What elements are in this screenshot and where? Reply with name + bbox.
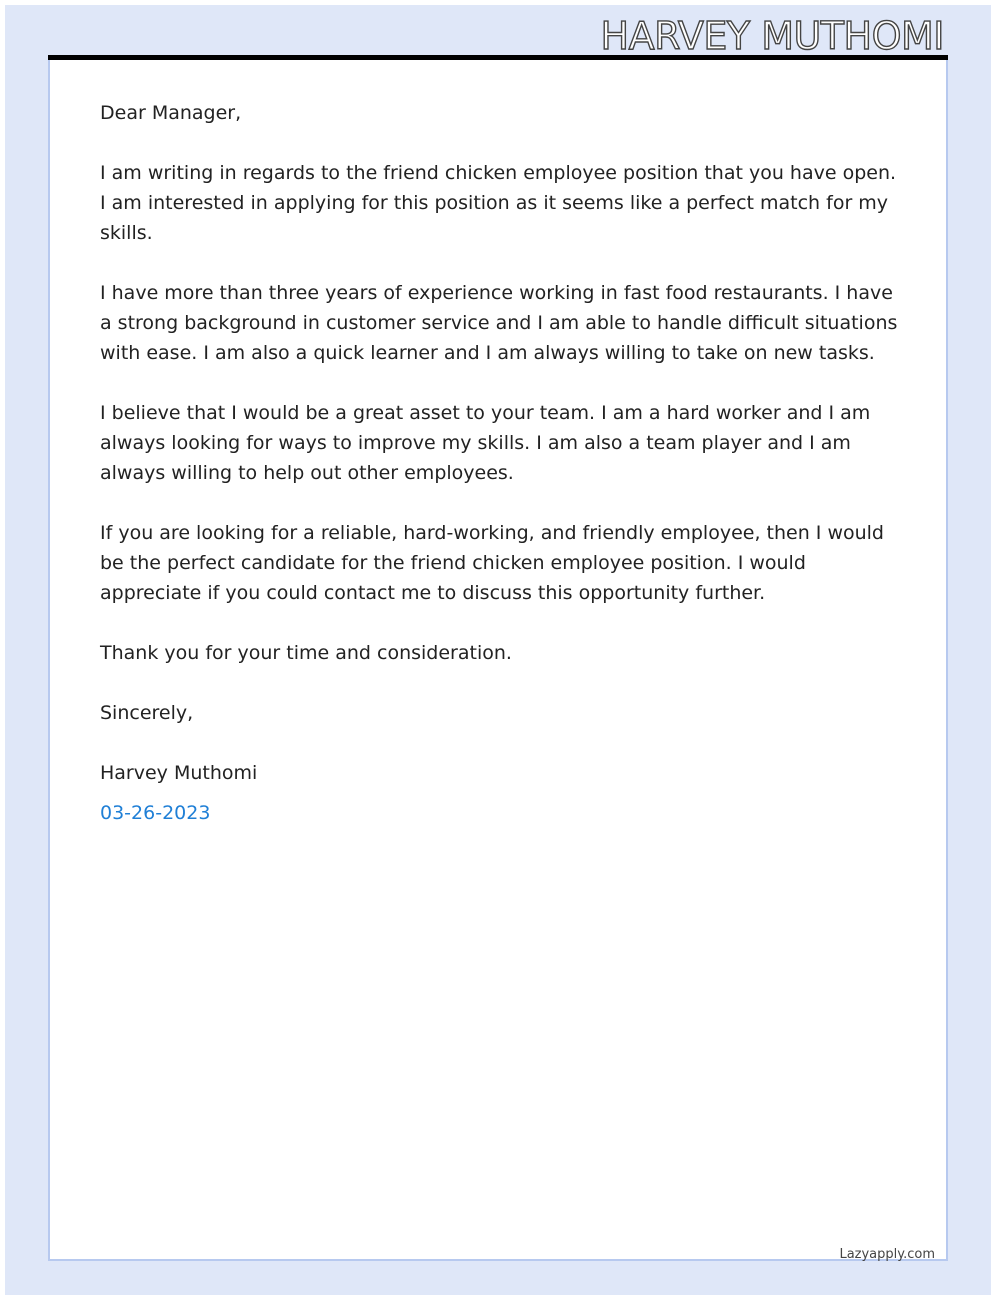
letter-paragraph-4: If you are looking for a reliable, hard-working, and friendly employee, then I would be the perfect candidate for the friend chicken employee position. I would appreciate if you could contact me to discuss this opportunity further.	[100, 522, 884, 604]
signature-name: Harvey Muthomi	[100, 762, 258, 784]
cover-letter-body	[100, 98, 900, 828]
letter-date: 03-26-2023	[100, 802, 211, 824]
applicant-name-header: HARVEY MUTHOMI	[600, 14, 944, 58]
thanks-line: Thank you for your time and consideration.	[100, 642, 512, 664]
footer-credit: Lazyapply.com	[839, 1247, 935, 1262]
letter-paragraph-2: I have more than three years of experience working in fast food restaurants. I have a strong background in customer service and I am able to handle difficult situations with ease. I am also a quick learner and I am always willing to take on new tasks.	[100, 282, 898, 364]
salutation: Dear Manager,	[100, 102, 242, 124]
letter-paragraph-3: I believe that I would be a great asset to your team. I am a hard worker and I am always looking for ways to improve my skills. I am also a team player and I am always willing to help out other employees.	[100, 402, 871, 484]
letter-paragraph-1: I am writing in regards to the friend chicken employee position that you have open. I am interested in applying for this position as it seems like a perfect match for my skills.	[100, 162, 897, 244]
closing: Sincerely,	[100, 702, 194, 724]
